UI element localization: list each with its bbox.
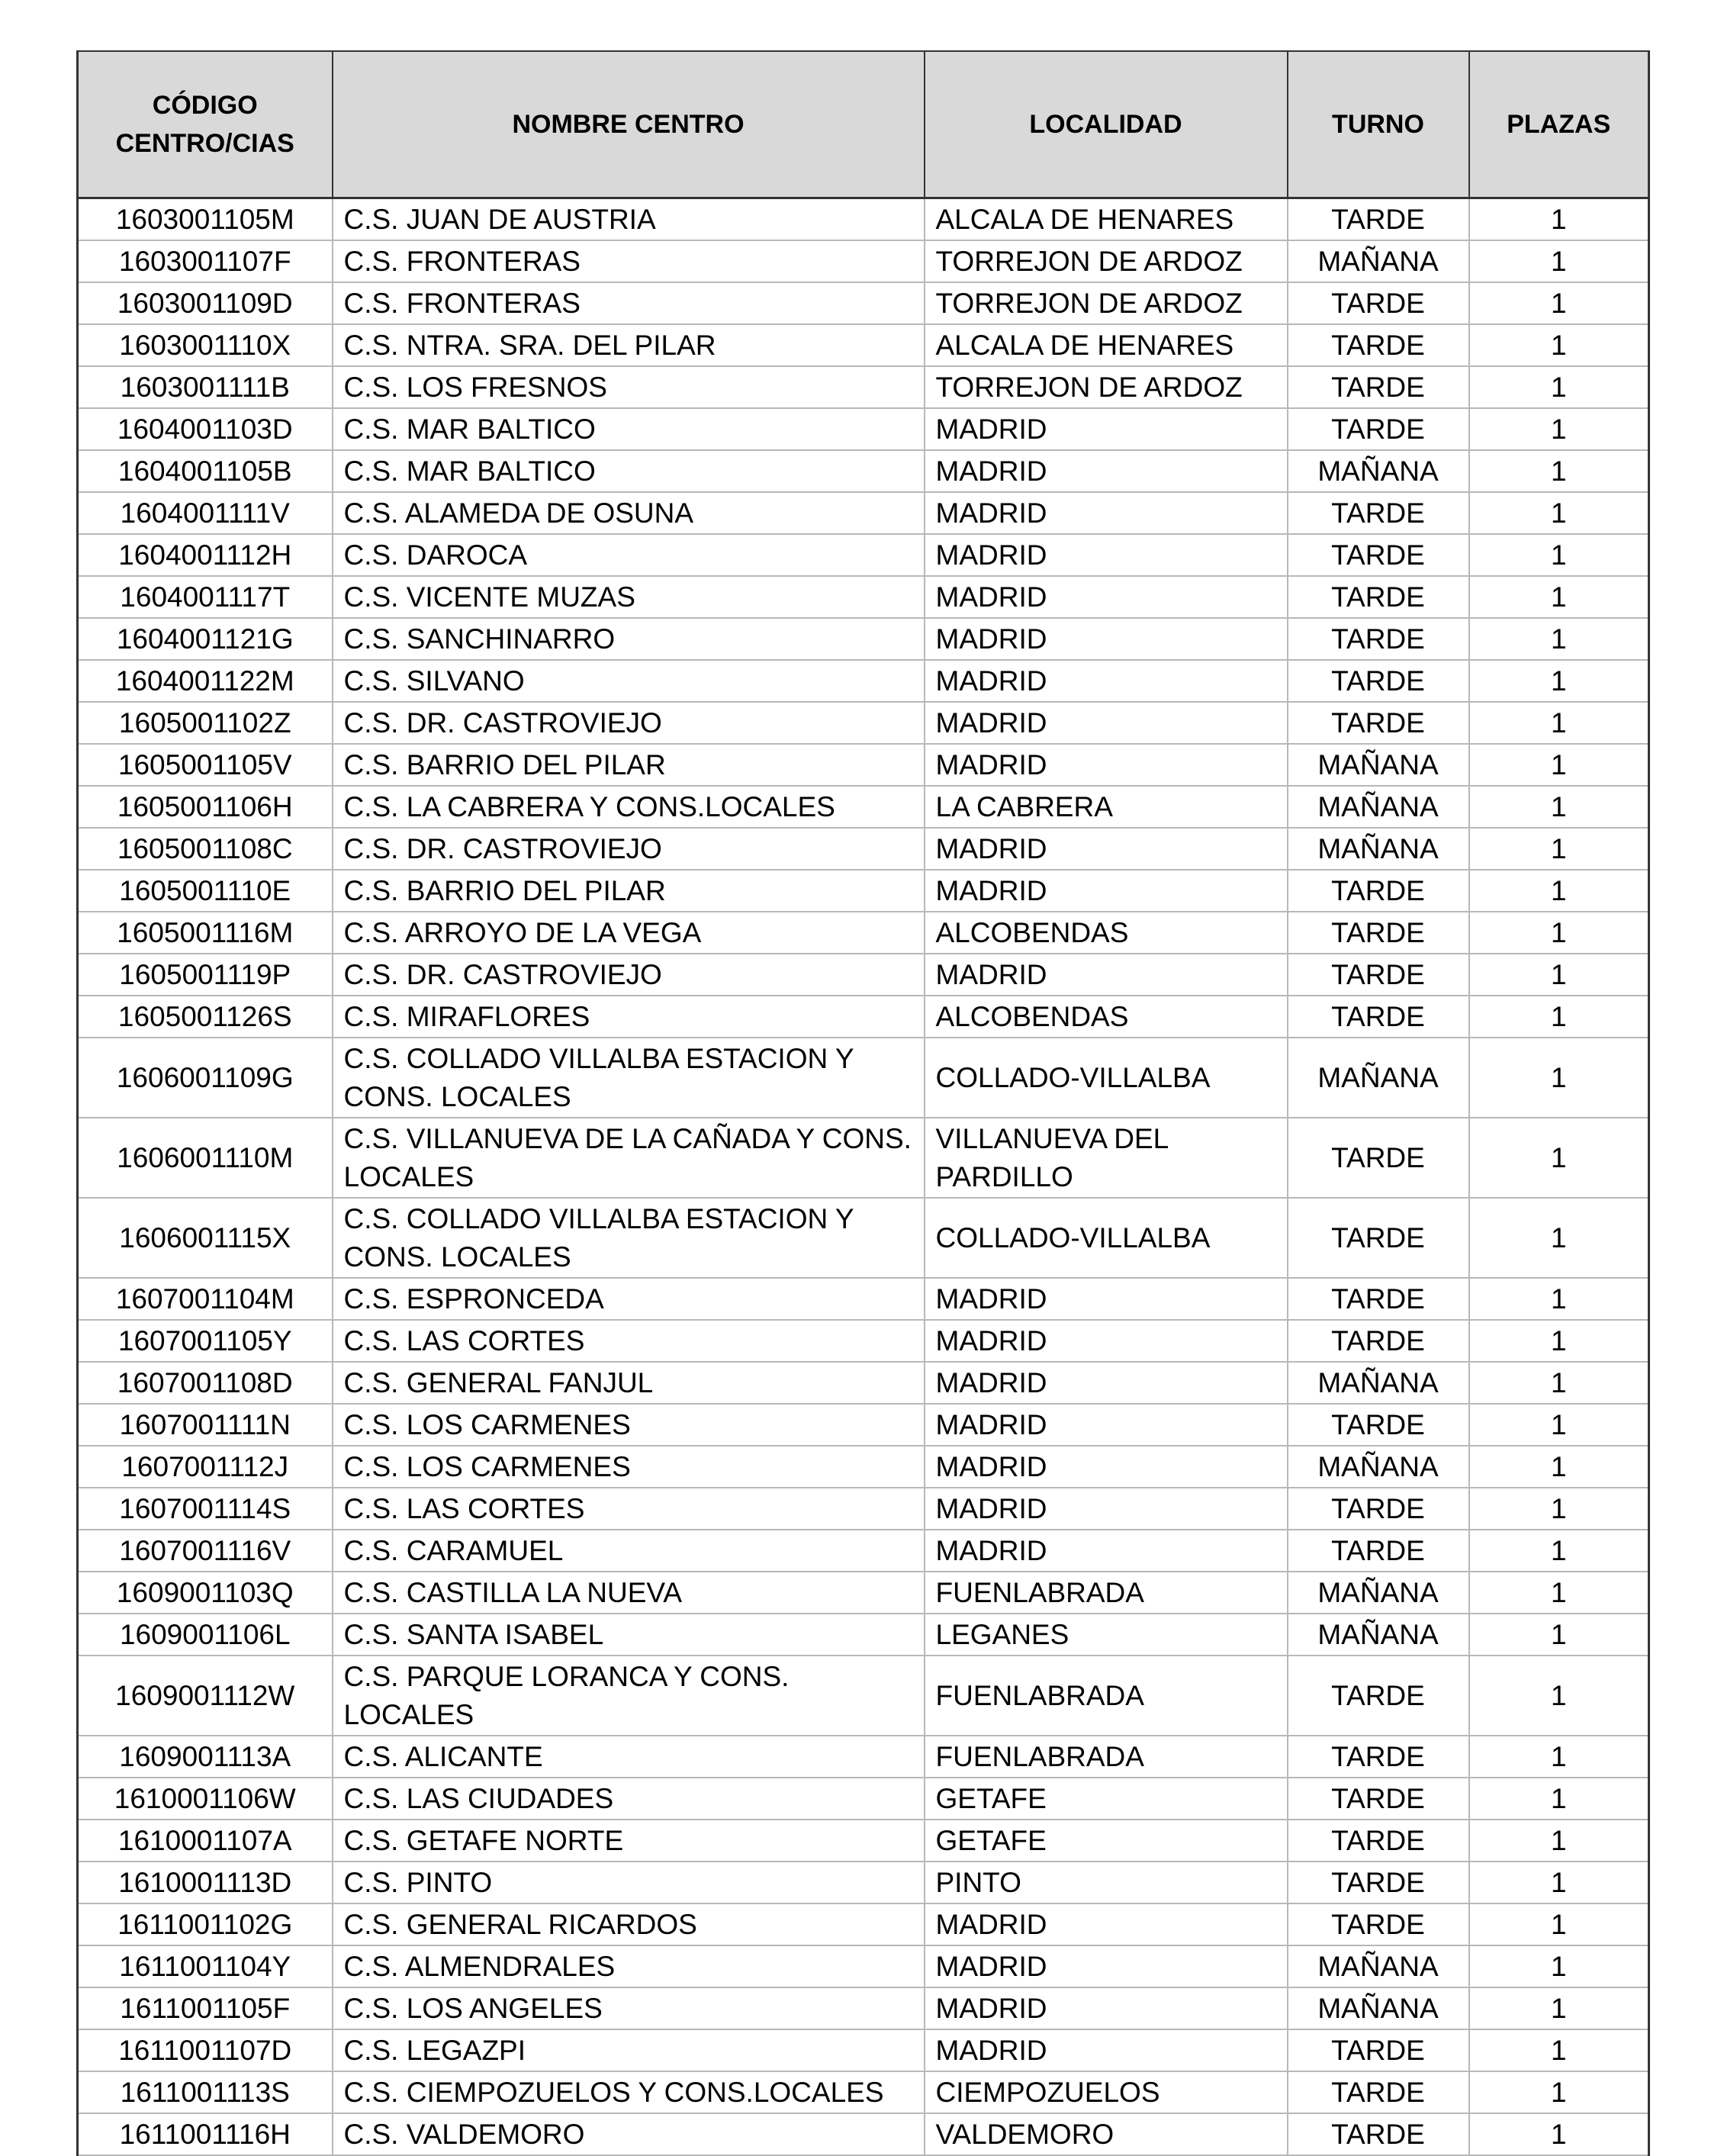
- cell-name: C.S. COLLADO VILLALBA ESTACION Y CONS. LOCALES: [333, 1198, 925, 1278]
- cell-places: 1: [1469, 618, 1649, 660]
- table-row: [78, 660, 1649, 702]
- cell-places: 1: [1469, 1820, 1649, 1862]
- cell-code: 1606001110M: [78, 1118, 333, 1198]
- cell-places: 1: [1469, 1736, 1649, 1778]
- cell-shift: TARDE: [1288, 1404, 1469, 1446]
- table-row: [78, 1530, 1649, 1572]
- cell-locality: MADRID: [925, 576, 1288, 618]
- cell-name: C.S. COLLADO VILLALBA ESTACION Y CONS. LOCALES: [333, 1038, 925, 1118]
- cell-shift: MAÑANA: [1288, 744, 1469, 786]
- cell-code: 1603001109D: [78, 282, 333, 324]
- cell-shift: TARDE: [1288, 912, 1469, 954]
- cell-locality: MADRID: [925, 1945, 1288, 1987]
- cell-locality: MADRID: [925, 1320, 1288, 1362]
- cell-code: 1604001105B: [78, 450, 333, 492]
- cell-locality: MADRID: [925, 492, 1288, 534]
- cell-code: 1611001102G: [78, 1903, 333, 1945]
- cell-places: 1: [1469, 1278, 1649, 1320]
- table-row: [78, 1362, 1649, 1404]
- header-code: CÓDIGO CENTRO/CIAS: [78, 51, 333, 198]
- cell-code: 1607001111N: [78, 1404, 333, 1446]
- table-row: [78, 954, 1649, 996]
- cell-places: 1: [1469, 282, 1649, 324]
- cell-shift: TARDE: [1288, 1118, 1469, 1198]
- table-row: [78, 576, 1649, 618]
- cell-shift: TARDE: [1288, 702, 1469, 744]
- cell-name: C.S. JUAN DE AUSTRIA: [333, 198, 925, 241]
- cell-locality: VALDEMORO: [925, 2113, 1288, 2155]
- cell-code: 1605001116M: [78, 912, 333, 954]
- cell-locality: MADRID: [925, 702, 1288, 744]
- cell-places: 1: [1469, 1778, 1649, 1820]
- cell-code: 1609001106L: [78, 1614, 333, 1656]
- table-row: [78, 1198, 1649, 1278]
- table-row: [78, 828, 1649, 870]
- cell-name: C.S. ALMENDRALES: [333, 1945, 925, 1987]
- cell-code: 1603001107F: [78, 240, 333, 282]
- cell-shift: TARDE: [1288, 492, 1469, 534]
- cell-code: 1607001114S: [78, 1488, 333, 1530]
- cell-places: 1: [1469, 1446, 1649, 1488]
- cell-locality: TORREJON DE ARDOZ: [925, 240, 1288, 282]
- cell-shift: TARDE: [1288, 954, 1469, 996]
- header-shift: TURNO: [1288, 51, 1469, 198]
- cell-locality: GETAFE: [925, 1778, 1288, 1820]
- cell-places: 1: [1469, 1488, 1649, 1530]
- cell-name: C.S. FRONTERAS: [333, 282, 925, 324]
- cell-code: 1607001104M: [78, 1278, 333, 1320]
- cell-locality: COLLADO-VILLALBA: [925, 1198, 1288, 1278]
- cell-places: 1: [1469, 1987, 1649, 2029]
- cell-locality: MADRID: [925, 1446, 1288, 1488]
- cell-shift: MAÑANA: [1288, 1446, 1469, 1488]
- table-row: [78, 1862, 1649, 1903]
- table-header-row: [78, 51, 1649, 198]
- cell-locality: GETAFE: [925, 1820, 1288, 1862]
- cell-shift: TARDE: [1288, 198, 1469, 241]
- cell-code: 1604001111V: [78, 492, 333, 534]
- cell-name: C.S. LA CABRERA Y CONS.LOCALES: [333, 786, 925, 828]
- cell-name: C.S. DAROCA: [333, 534, 925, 576]
- cell-locality: CIEMPOZUELOS: [925, 2071, 1288, 2113]
- cell-locality: MADRID: [925, 828, 1288, 870]
- cell-locality: FUENLABRADA: [925, 1656, 1288, 1736]
- cell-places: 1: [1469, 1572, 1649, 1614]
- cell-places: 1: [1469, 1614, 1649, 1656]
- cell-locality: ALCALA DE HENARES: [925, 324, 1288, 366]
- cell-name: C.S. ARROYO DE LA VEGA: [333, 912, 925, 954]
- cell-name: C.S. DR. CASTROVIEJO: [333, 954, 925, 996]
- cell-places: 1: [1469, 240, 1649, 282]
- cell-name: C.S. NTRA. SRA. DEL PILAR: [333, 324, 925, 366]
- cell-code: 1604001112H: [78, 534, 333, 576]
- table-row: [78, 1446, 1649, 1488]
- cell-places: 1: [1469, 1656, 1649, 1736]
- cell-shift: TARDE: [1288, 1278, 1469, 1320]
- cell-code: 1604001122M: [78, 660, 333, 702]
- cell-places: 1: [1469, 2071, 1649, 2113]
- table-row: [78, 786, 1649, 828]
- table-row: [78, 702, 1649, 744]
- cell-places: 1: [1469, 870, 1649, 912]
- cell-shift: TARDE: [1288, 1862, 1469, 1903]
- cell-shift: MAÑANA: [1288, 828, 1469, 870]
- cell-shift: MAÑANA: [1288, 786, 1469, 828]
- cell-name: C.S. PINTO: [333, 1862, 925, 1903]
- cell-code: 1604001121G: [78, 618, 333, 660]
- cell-code: 1603001110X: [78, 324, 333, 366]
- cell-code: 1607001108D: [78, 1362, 333, 1404]
- table-row: [78, 240, 1649, 282]
- cell-shift: TARDE: [1288, 660, 1469, 702]
- table-row: [78, 996, 1649, 1038]
- cell-code: 1611001107D: [78, 2029, 333, 2071]
- cell-places: 1: [1469, 366, 1649, 408]
- cell-name: C.S. LAS CORTES: [333, 1488, 925, 1530]
- cell-locality: LEGANES: [925, 1614, 1288, 1656]
- cell-shift: TARDE: [1288, 1736, 1469, 1778]
- cell-places: 1: [1469, 576, 1649, 618]
- table-row: [78, 282, 1649, 324]
- cell-name: C.S. VILLANUEVA DE LA CAÑADA Y CONS. LOCALES: [333, 1118, 925, 1198]
- cell-locality: MADRID: [925, 450, 1288, 492]
- cell-locality: MADRID: [925, 1404, 1288, 1446]
- cell-places: 1: [1469, 954, 1649, 996]
- cell-places: 1: [1469, 1862, 1649, 1903]
- cell-locality: TORREJON DE ARDOZ: [925, 282, 1288, 324]
- cell-code: 1604001117T: [78, 576, 333, 618]
- cell-places: 1: [1469, 2113, 1649, 2155]
- cell-code: 1609001103Q: [78, 1572, 333, 1614]
- cell-places: 1: [1469, 324, 1649, 366]
- cell-locality: VILLANUEVA DEL PARDILLO: [925, 1118, 1288, 1198]
- cell-code: 1609001113A: [78, 1736, 333, 1778]
- cell-shift: MAÑANA: [1288, 450, 1469, 492]
- cell-name: C.S. MIRAFLORES: [333, 996, 925, 1038]
- table-row: [78, 1488, 1649, 1530]
- cell-name: C.S. SANTA ISABEL: [333, 1614, 925, 1656]
- cell-name: C.S. DR. CASTROVIEJO: [333, 828, 925, 870]
- cell-shift: MAÑANA: [1288, 1945, 1469, 1987]
- cell-locality: MADRID: [925, 954, 1288, 996]
- table-row: [78, 618, 1649, 660]
- cell-code: 1605001108C: [78, 828, 333, 870]
- cell-locality: ALCOBENDAS: [925, 912, 1288, 954]
- cell-locality: MADRID: [925, 1530, 1288, 1572]
- cell-code: 1605001110E: [78, 870, 333, 912]
- table-row: [78, 1572, 1649, 1614]
- table-row: [78, 492, 1649, 534]
- cell-locality: MADRID: [925, 408, 1288, 450]
- cell-locality: LA CABRERA: [925, 786, 1288, 828]
- table-row: [78, 408, 1649, 450]
- cell-name: C.S. GETAFE NORTE: [333, 1820, 925, 1862]
- cell-code: 1607001112J: [78, 1446, 333, 1488]
- table-row: [78, 1987, 1649, 2029]
- cell-shift: TARDE: [1288, 1198, 1469, 1278]
- cell-code: 1605001126S: [78, 996, 333, 1038]
- cell-name: C.S. GENERAL FANJUL: [333, 1362, 925, 1404]
- cell-shift: TARDE: [1288, 1903, 1469, 1945]
- cell-shift: TARDE: [1288, 366, 1469, 408]
- cell-locality: FUENLABRADA: [925, 1572, 1288, 1614]
- table-row: [78, 324, 1649, 366]
- cell-code: 1603001111B: [78, 366, 333, 408]
- table-row: [78, 2113, 1649, 2155]
- cell-name: C.S. CARAMUEL: [333, 1530, 925, 1572]
- cell-places: 1: [1469, 1118, 1649, 1198]
- cell-shift: MAÑANA: [1288, 1572, 1469, 1614]
- cell-places: 1: [1469, 996, 1649, 1038]
- cell-code: 1611001113S: [78, 2071, 333, 2113]
- cell-name: C.S. DR. CASTROVIEJO: [333, 702, 925, 744]
- cell-code: 1610001113D: [78, 1862, 333, 1903]
- cell-places: 1: [1469, 1038, 1649, 1118]
- cell-places: 1: [1469, 828, 1649, 870]
- cell-locality: MADRID: [925, 1362, 1288, 1404]
- cell-shift: TARDE: [1288, 1656, 1469, 1736]
- header-locality: LOCALIDAD: [925, 51, 1288, 198]
- cell-name: C.S. LEGAZPI: [333, 2029, 925, 2071]
- table-row: [78, 870, 1649, 912]
- cell-locality: MADRID: [925, 870, 1288, 912]
- cell-name: C.S. SANCHINARRO: [333, 618, 925, 660]
- cell-locality: MADRID: [925, 534, 1288, 576]
- cell-places: 1: [1469, 408, 1649, 450]
- table-row: [78, 1945, 1649, 1987]
- cell-shift: MAÑANA: [1288, 1614, 1469, 1656]
- cell-places: 1: [1469, 912, 1649, 954]
- table-row: [78, 1038, 1649, 1118]
- cell-code: 1604001103D: [78, 408, 333, 450]
- cell-name: C.S. BARRIO DEL PILAR: [333, 870, 925, 912]
- cell-name: C.S. CASTILLA LA NUEVA: [333, 1572, 925, 1614]
- table-row: [78, 1614, 1649, 1656]
- cell-name: C.S. LAS CORTES: [333, 1320, 925, 1362]
- cell-name: C.S. MAR BALTICO: [333, 450, 925, 492]
- table-row: [78, 744, 1649, 786]
- cell-locality: COLLADO-VILLALBA: [925, 1038, 1288, 1118]
- cell-name: C.S. LOS ANGELES: [333, 1987, 925, 2029]
- cell-locality: FUENLABRADA: [925, 1736, 1288, 1778]
- cell-locality: TORREJON DE ARDOZ: [925, 366, 1288, 408]
- cell-shift: TARDE: [1288, 618, 1469, 660]
- cell-name: C.S. BARRIO DEL PILAR: [333, 744, 925, 786]
- cell-locality: MADRID: [925, 2029, 1288, 2071]
- cell-shift: TARDE: [1288, 1530, 1469, 1572]
- table-row: [78, 1820, 1649, 1862]
- cell-code: 1606001115X: [78, 1198, 333, 1278]
- cell-shift: MAÑANA: [1288, 1987, 1469, 2029]
- cell-code: 1610001107A: [78, 1820, 333, 1862]
- cell-code: 1607001105Y: [78, 1320, 333, 1362]
- cell-name: C.S. LAS CIUDADES: [333, 1778, 925, 1820]
- cell-name: C.S. VALDEMORO: [333, 2113, 925, 2155]
- cell-locality: MADRID: [925, 618, 1288, 660]
- cell-code: 1609001112W: [78, 1656, 333, 1736]
- table-row: [78, 1778, 1649, 1820]
- cell-locality: ALCALA DE HENARES: [925, 198, 1288, 241]
- cell-code: 1603001105M: [78, 198, 333, 241]
- cell-locality: MADRID: [925, 744, 1288, 786]
- cell-places: 1: [1469, 744, 1649, 786]
- cell-name: C.S. VICENTE MUZAS: [333, 576, 925, 618]
- table-row: [78, 1736, 1649, 1778]
- cell-locality: MADRID: [925, 1278, 1288, 1320]
- centers-table: [76, 50, 1650, 2156]
- cell-shift: TARDE: [1288, 576, 1469, 618]
- cell-name: C.S. SILVANO: [333, 660, 925, 702]
- cell-code: 1607001116V: [78, 1530, 333, 1572]
- cell-code: 1605001102Z: [78, 702, 333, 744]
- cell-places: 1: [1469, 2029, 1649, 2071]
- cell-name: C.S. LOS CARMENES: [333, 1446, 925, 1488]
- cell-code: 1605001119P: [78, 954, 333, 996]
- cell-locality: ALCOBENDAS: [925, 996, 1288, 1038]
- cell-code: 1611001105F: [78, 1987, 333, 2029]
- cell-name: C.S. LOS FRESNOS: [333, 366, 925, 408]
- cell-code: 1605001105V: [78, 744, 333, 786]
- cell-places: 1: [1469, 786, 1649, 828]
- cell-name: C.S. FRONTERAS: [333, 240, 925, 282]
- cell-places: 1: [1469, 1320, 1649, 1362]
- cell-locality: MADRID: [925, 1987, 1288, 2029]
- cell-name: C.S. MAR BALTICO: [333, 408, 925, 450]
- cell-shift: MAÑANA: [1288, 240, 1469, 282]
- cell-places: 1: [1469, 492, 1649, 534]
- table-row: [78, 1278, 1649, 1320]
- cell-shift: TARDE: [1288, 1320, 1469, 1362]
- cell-name: C.S. ALICANTE: [333, 1736, 925, 1778]
- cell-places: 1: [1469, 1945, 1649, 1987]
- cell-places: 1: [1469, 1404, 1649, 1446]
- table-row: [78, 198, 1649, 241]
- cell-code: 1611001116H: [78, 2113, 333, 2155]
- cell-name: C.S. GENERAL RICARDOS: [333, 1903, 925, 1945]
- cell-shift: TARDE: [1288, 2029, 1469, 2071]
- cell-locality: MADRID: [925, 1488, 1288, 1530]
- cell-shift: TARDE: [1288, 408, 1469, 450]
- table-row: [78, 912, 1649, 954]
- cell-code: 1606001109G: [78, 1038, 333, 1118]
- cell-name: C.S. ESPRONCEDA: [333, 1278, 925, 1320]
- cell-places: 1: [1469, 1530, 1649, 1572]
- table-row: [78, 1656, 1649, 1736]
- cell-shift: TARDE: [1288, 2071, 1469, 2113]
- header-places: PLAZAS: [1469, 51, 1649, 198]
- cell-code: 1610001106W: [78, 1778, 333, 1820]
- cell-shift: TARDE: [1288, 2113, 1469, 2155]
- header-name: NOMBRE CENTRO: [333, 51, 925, 198]
- table-row: [78, 1404, 1649, 1446]
- cell-shift: MAÑANA: [1288, 1038, 1469, 1118]
- cell-shift: MAÑANA: [1288, 1362, 1469, 1404]
- table-row: [78, 1118, 1649, 1198]
- cell-shift: TARDE: [1288, 534, 1469, 576]
- cell-name: C.S. PARQUE LORANCA Y CONS. LOCALES: [333, 1656, 925, 1736]
- cell-shift: TARDE: [1288, 1488, 1469, 1530]
- table-row: [78, 1320, 1649, 1362]
- cell-shift: TARDE: [1288, 282, 1469, 324]
- cell-places: 1: [1469, 1362, 1649, 1404]
- cell-places: 1: [1469, 534, 1649, 576]
- cell-places: 1: [1469, 198, 1649, 241]
- cell-locality: MADRID: [925, 1903, 1288, 1945]
- cell-places: 1: [1469, 660, 1649, 702]
- cell-shift: TARDE: [1288, 996, 1469, 1038]
- cell-name: C.S. ALAMEDA DE OSUNA: [333, 492, 925, 534]
- cell-code: 1605001106H: [78, 786, 333, 828]
- cell-name: C.S. CIEMPOZUELOS Y CONS.LOCALES: [333, 2071, 925, 2113]
- cell-locality: PINTO: [925, 1862, 1288, 1903]
- cell-places: 1: [1469, 702, 1649, 744]
- cell-code: 1611001104Y: [78, 1945, 333, 1987]
- cell-places: 1: [1469, 450, 1649, 492]
- cell-shift: TARDE: [1288, 870, 1469, 912]
- table-row: [78, 534, 1649, 576]
- cell-shift: TARDE: [1288, 1778, 1469, 1820]
- cell-shift: TARDE: [1288, 324, 1469, 366]
- cell-locality: MADRID: [925, 660, 1288, 702]
- cell-places: 1: [1469, 1198, 1649, 1278]
- table-row: [78, 2029, 1649, 2071]
- table-row: [78, 450, 1649, 492]
- table-row: [78, 366, 1649, 408]
- cell-shift: TARDE: [1288, 1820, 1469, 1862]
- cell-name: C.S. LOS CARMENES: [333, 1404, 925, 1446]
- table-row: [78, 2071, 1649, 2113]
- cell-places: 1: [1469, 1903, 1649, 1945]
- table-row: [78, 1903, 1649, 1945]
